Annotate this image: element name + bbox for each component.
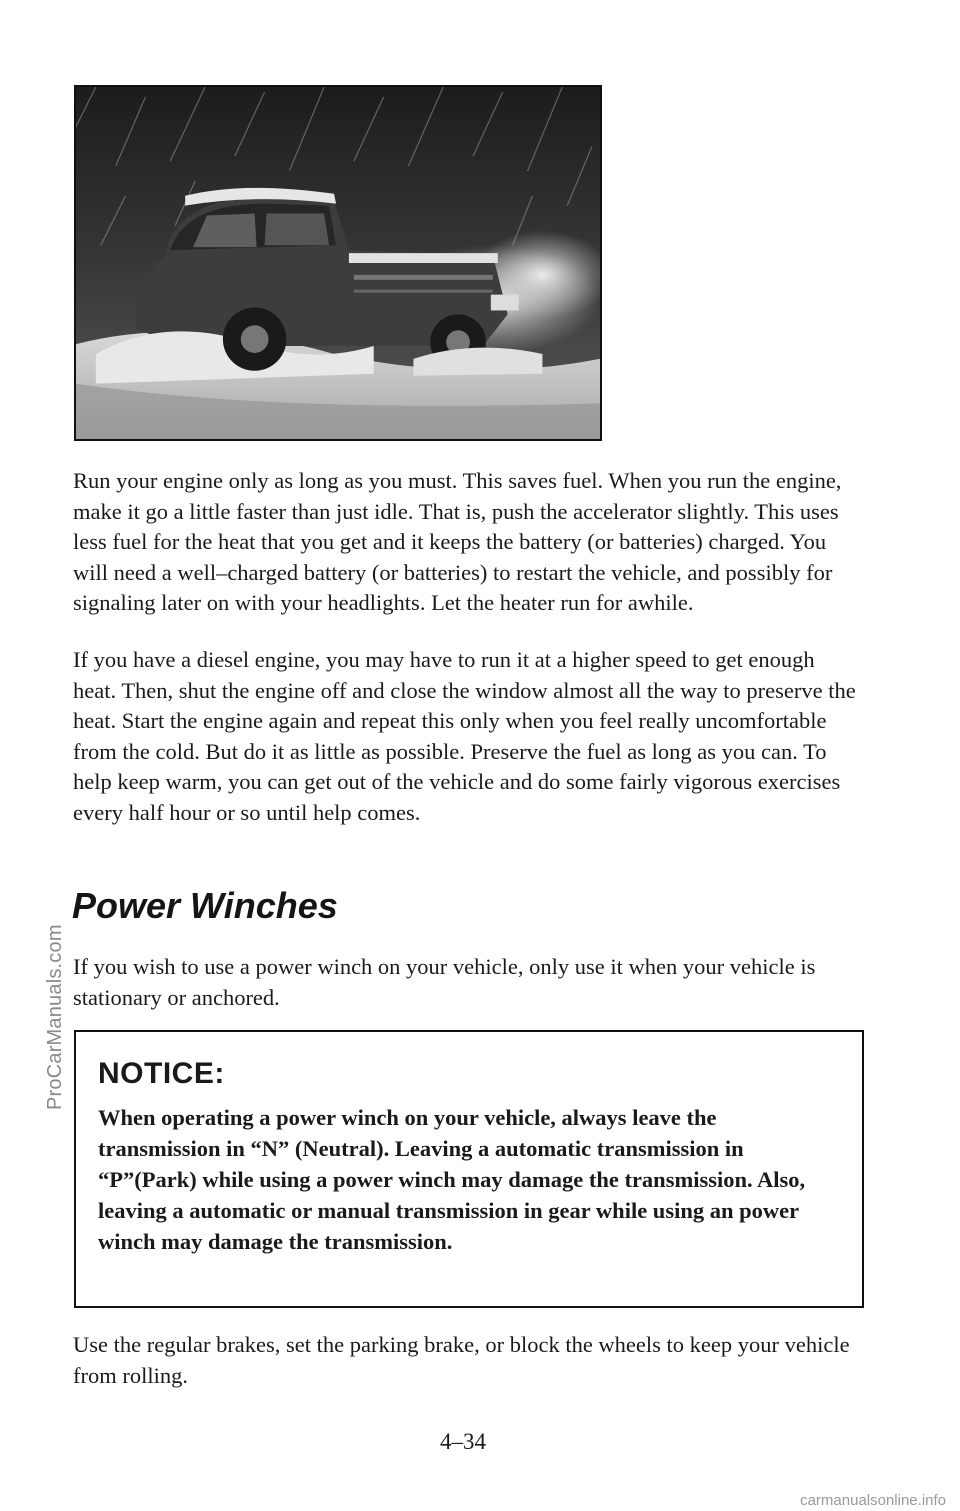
notice-body: When operating a power winch on your vehicle, always leave the transmission in “N” (Neutral). Leaving a automatic transmission in “P”(Park) while using a power winch may damage the transmission. Also, leaving a automatic or manual transmission in gear while using an power winch may damage the transmission. xyxy=(98,1105,806,1254)
truck-in-snow-photo xyxy=(74,85,602,441)
page-number: 4–34 xyxy=(440,1429,486,1454)
side-watermark: ProCarManuals.com xyxy=(44,924,66,1110)
notice-box xyxy=(74,1030,864,1308)
paragraph-run-engine: Run your engine only as long as you must. This saves fuel. When you run the engine, make it go a little faster than just idle. That is, push the accelerator slightly. This uses less fuel for the heat that you get and it keeps the battery (or batteries) charged. You will need a well–charged battery (or batteries) to restart the vehicle, and possibly for signaling later on with your headlights. Let the heater run for awhile. xyxy=(73,468,842,615)
section-heading-power-winches: Power Winches xyxy=(72,885,338,926)
paragraph-diesel-engine: If you have a diesel engine, you may have to run it at a higher speed to get enough heat. Then, shut the engine off and close the window almost all the way to preserve the heat. Start the engine again and repeat this only when you feel really uncomfortable from the cold. But do it as little as possible. Preserve the fuel as long as you can. To help keep warm, you can get out of the vehicle and do some fairly vigorous exercises every half hour or so until help comes. xyxy=(73,647,856,825)
paragraph-power-winch-intro: If you wish to use a power winch on your vehicle, only use it when your vehicle is stationary or anchored. xyxy=(73,954,816,1010)
truck-snow-illustration xyxy=(76,87,600,439)
footer-watermark: carmanualsonline.info xyxy=(800,1492,946,1509)
paragraph-brakes: Use the regular brakes, set the parking brake, or block the wheels to keep your vehicle from rolling. xyxy=(73,1332,850,1388)
notice-title: NOTICE: xyxy=(98,1057,225,1090)
